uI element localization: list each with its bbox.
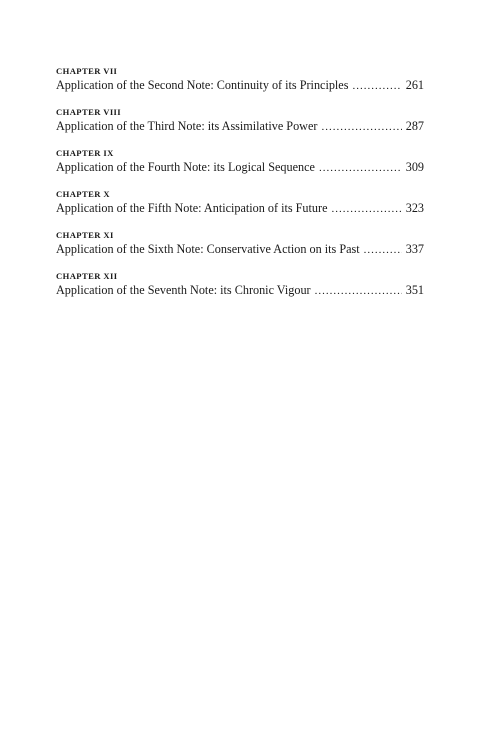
chapter-label: CHAPTER VII <box>56 66 118 76</box>
toc-entry-chapter-10 <box>56 189 424 216</box>
chapter-label: CHAPTER XI <box>56 230 114 240</box>
chapter-title: Application of the Sixth Note: Conservative Action on its Past <box>56 242 360 256</box>
chapter-label: CHAPTER VIII <box>56 107 122 117</box>
toc-entry-chapter-9 <box>56 148 424 175</box>
dot-leader <box>364 242 402 258</box>
toc-line[interactable] <box>56 118 424 134</box>
chapter-title: Application of the Fifth Note: Anticipation of its Future <box>56 201 328 215</box>
toc-entry-chapter-7 <box>56 66 424 93</box>
page-number: 323 <box>405 201 424 215</box>
dot-leader <box>352 78 401 94</box>
page-number: 261 <box>405 78 424 92</box>
toc-line[interactable] <box>56 241 424 257</box>
toc-line[interactable] <box>56 159 424 175</box>
chapter-title: Application of the Second Note: Continuity of its Principles <box>56 78 349 92</box>
dot-leader <box>315 283 402 299</box>
page-number: 309 <box>405 160 424 174</box>
toc-entry-chapter-11 <box>56 230 424 257</box>
page-number: 351 <box>405 283 424 297</box>
chapter-label: CHAPTER IX <box>56 148 114 158</box>
dot-leader <box>319 160 402 176</box>
toc-line[interactable] <box>56 200 424 216</box>
table-of-contents <box>56 66 424 312</box>
toc-entry-chapter-8 <box>56 107 424 134</box>
dot-leader <box>331 201 401 217</box>
chapter-label: CHAPTER X <box>56 189 110 199</box>
chapter-title: Application of the Third Note: its Assimilative Power <box>56 119 318 133</box>
toc-line[interactable] <box>56 282 424 298</box>
toc-line[interactable] <box>56 77 424 93</box>
page-number: 337 <box>405 242 424 256</box>
page-number: 287 <box>405 119 424 133</box>
chapter-label: CHAPTER XII <box>56 271 118 281</box>
dot-leader <box>321 119 401 135</box>
toc-entry-chapter-12 <box>56 271 424 298</box>
chapter-title: Application of the Fourth Note: its Logical Sequence <box>56 160 315 174</box>
chapter-title: Application of the Seventh Note: its Chronic Vigour <box>56 283 311 297</box>
